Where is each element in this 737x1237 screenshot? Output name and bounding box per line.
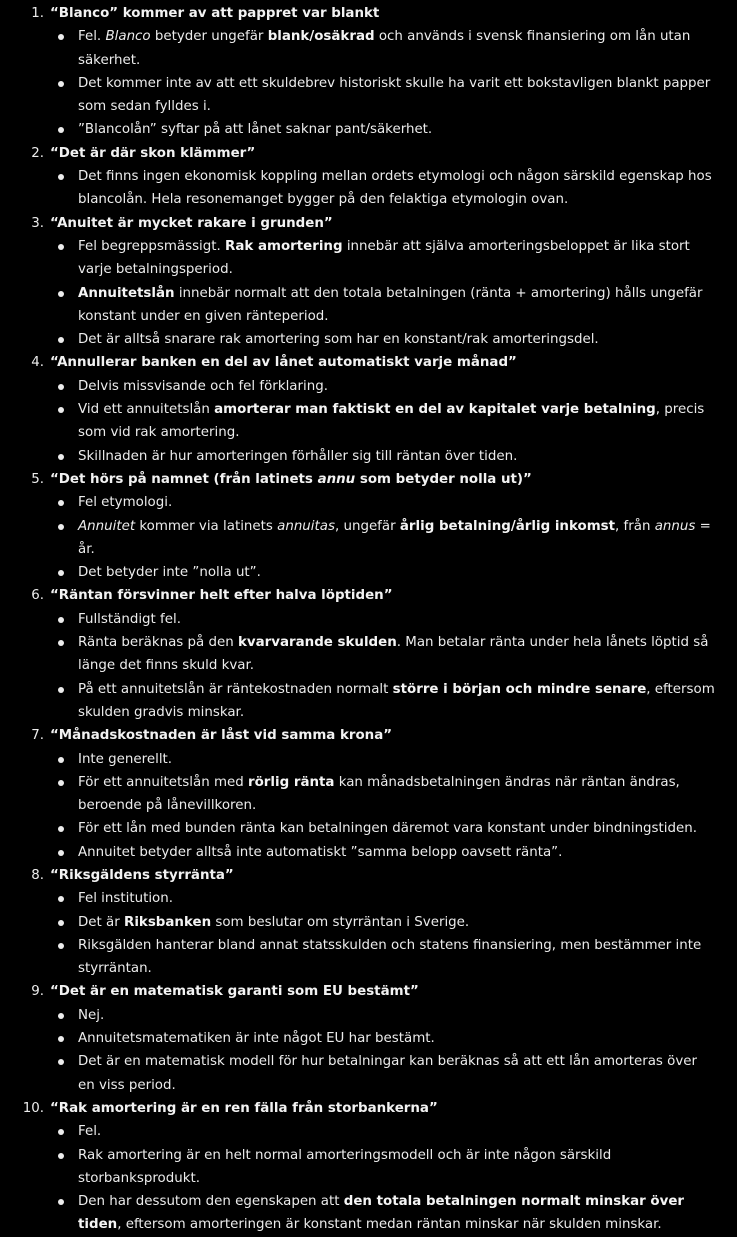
italic-text: annuitas	[277, 518, 335, 534]
claim-points	[0, 375, 737, 468]
claim-number: 9.	[31, 984, 44, 1000]
text-run: “Det hörs på namnet (från latinets	[50, 471, 318, 487]
text-run: Fel institution.	[78, 891, 173, 907]
claim-number: 10.	[22, 1100, 44, 1116]
text-run: Det betyder inte ”nolla ut”.	[78, 565, 261, 581]
text-run: Rak amortering är en helt normal amorteringsmodell och är inte någon särskild storbanksprodukt.	[78, 1147, 612, 1186]
bullet-dot-icon	[58, 1153, 64, 1159]
text-run: Skillnaden är hur amorteringen förhåller sig till räntan över tiden.	[78, 448, 518, 464]
claim-item	[0, 212, 737, 352]
bullet-dot-icon	[58, 384, 64, 390]
bullet-point	[0, 817, 737, 840]
text-run: som beslutar om styrräntan i Sverige.	[211, 914, 470, 930]
text-run: , eftersom skulden gradvis minskar.	[78, 681, 715, 720]
text-run: och används i svensk finansiering om lån utan säkerhet.	[78, 29, 691, 68]
claim-item	[0, 468, 737, 584]
bullet-dot-icon	[58, 826, 64, 832]
claim-heading	[0, 142, 737, 165]
bullet-dot-icon	[58, 1059, 64, 1065]
bullet-point	[0, 165, 737, 212]
text-run: För ett lån med bunden ränta kan betalningen däremot vara konstant under bindningstiden.	[78, 821, 697, 837]
text-run: , ungefär	[334, 518, 400, 534]
bullet-dot-icon	[58, 81, 64, 87]
claim-points	[0, 165, 737, 212]
claim-title: “Rak amortering är en ren fälla från storbankerna”	[50, 1100, 438, 1116]
text-run: Annuitetsmatematiken är inte något EU har bestämt.	[78, 1031, 435, 1047]
claim-points	[0, 491, 737, 584]
claim-heading	[0, 351, 737, 374]
bullet-dot-icon	[58, 780, 64, 786]
claim-points	[0, 25, 737, 141]
bullet-point	[0, 72, 737, 119]
bold-text: större i början och mindre senare	[392, 681, 647, 697]
bullet-dot-icon	[58, 407, 64, 413]
text-run: som betyder nolla ut)”	[355, 471, 532, 487]
claim-points	[0, 748, 737, 864]
bullet-dot-icon	[58, 850, 64, 856]
text-run: Ränta beräknas på den	[78, 635, 238, 651]
bullet-point	[0, 515, 737, 562]
claim-number: 7.	[31, 728, 44, 744]
claim-number: 3.	[31, 215, 44, 231]
bullet-dot-icon	[58, 337, 64, 343]
text-run: Fel.	[78, 1124, 102, 1140]
document	[0, 2, 737, 1237]
bullet-point	[0, 1004, 737, 1027]
claim-heading	[0, 864, 737, 887]
bullet-point	[0, 771, 737, 818]
text-run: innebär normalt att den totala betalningen (ränta + amortering) hålls ungefär konstant under en given ränteperiod.	[78, 285, 703, 324]
bold-text: kvarvarande skulden	[238, 635, 397, 651]
claim-points	[0, 235, 737, 351]
bullet-point	[0, 561, 737, 584]
bullet-dot-icon	[58, 500, 64, 506]
bullet-dot-icon	[58, 896, 64, 902]
bullet-dot-icon	[58, 757, 64, 763]
text-run: Den har dessutom den egenskapen att	[78, 1194, 344, 1210]
text-run: kommer via latinets	[135, 518, 278, 534]
claim-item	[0, 980, 737, 1096]
text-run: betyder ungefär	[150, 29, 268, 45]
italic-text: annus	[654, 518, 696, 534]
text-run: Fullständigt fel.	[78, 611, 181, 627]
claim-number: 2.	[31, 145, 44, 161]
bold-text: Annuitetslån	[78, 285, 175, 301]
bullet-dot-icon	[58, 1013, 64, 1019]
claim-title: “Anuitet är mycket rakare i grunden”	[50, 215, 333, 231]
bullet-point	[0, 398, 737, 445]
claim-number: 6.	[31, 588, 44, 604]
bullet-dot-icon	[58, 687, 64, 693]
text-run: Det kommer inte av att ett skuldebrev historiskt skulle ha varit ett bokstavligen blankt papper som sedan fylldes i.	[78, 75, 711, 115]
bullet-point	[0, 1190, 737, 1237]
text-run: På ett annuitetslån är räntekostnaden normalt	[78, 681, 393, 697]
italic-text: Blanco	[105, 29, 151, 45]
text-run: Inte generellt.	[78, 751, 173, 767]
claim-heading	[0, 468, 737, 491]
claim-heading	[0, 584, 737, 607]
bullet-dot-icon	[58, 1199, 64, 1205]
bold-text: Rak amortering	[225, 238, 343, 254]
italic-text: annu	[317, 471, 356, 487]
claim-title: “Räntan försvinner helt efter halva löptiden”	[50, 588, 393, 604]
text-run: , eftersom amorteringen är konstant medan räntan minskar när skulden minskar.	[117, 1217, 662, 1233]
bullet-point	[0, 25, 737, 72]
bullet-dot-icon	[58, 454, 64, 460]
bullet-dot-icon	[58, 524, 64, 530]
claim-title: “Månadskostnaden är låst vid samma krona”	[50, 728, 393, 744]
claim-number: 5.	[31, 471, 44, 487]
claim-title: “Det är en matematisk garanti som EU bestämt”	[50, 984, 419, 1000]
bullet-point	[0, 631, 737, 678]
bullet-point	[0, 748, 737, 771]
text-run: kan månadsbetalningen ändras när räntan ändras, beroende på lånevillkoren.	[78, 774, 680, 814]
italic-text: Annuitet	[78, 518, 136, 534]
text-run: Delvis missvisande och fel förklaring.	[78, 378, 328, 394]
bullet-dot-icon	[58, 640, 64, 646]
text-run: Vid ett annuitetslån	[78, 402, 215, 418]
claim-item	[0, 724, 737, 864]
bullet-point	[0, 934, 737, 981]
bullet-dot-icon	[58, 34, 64, 40]
bold-text: den totala betalningen normalt minskar över tiden	[78, 1194, 685, 1233]
bullet-point	[0, 282, 737, 329]
bullet-dot-icon	[58, 1129, 64, 1135]
text-run: Fel etymologi.	[78, 495, 173, 511]
text-run: Fel.	[78, 29, 106, 45]
claim-heading	[0, 724, 737, 747]
claim-heading	[0, 980, 737, 1003]
text-run: Det är en matematisk modell för hur betalningar kan beräknas så att ett lån amorteras över en viss period.	[78, 1054, 698, 1093]
bullet-dot-icon	[58, 943, 64, 949]
claim-item	[0, 351, 737, 467]
claim-title: “Annullerar banken en del av lånet automatiskt varje månad”	[50, 355, 517, 371]
bullet-point	[0, 445, 737, 468]
text-run: Det är	[78, 914, 125, 930]
text-run: Fel begreppsmässigt.	[78, 238, 226, 254]
claim-number: 1.	[31, 6, 44, 21]
claims-list	[0, 2, 737, 1237]
bullet-dot-icon	[58, 617, 64, 623]
claim-points	[0, 608, 737, 724]
text-run: Annuitet betyder alltså inte automatiskt ”samma belopp oavsett ränta”.	[78, 844, 563, 860]
bullet-point	[0, 841, 737, 864]
claim-number: 4.	[31, 355, 44, 371]
claim-item	[0, 584, 737, 724]
bullet-dot-icon	[58, 174, 64, 180]
text-run: innebär att själva amorteringsbeloppet är lika stort varje betalningsperiod.	[78, 238, 690, 278]
text-run: Det finns ingen ekonomisk koppling mellan ordets etymologi och någon särskild egenskap hos blancolån. Hela resonemanget bygger på den felaktiga etymologin ovan.	[78, 169, 712, 208]
claim-item	[0, 864, 737, 980]
bullet-point	[0, 887, 737, 910]
bullet-dot-icon	[58, 127, 64, 133]
bullet-point	[0, 235, 737, 282]
text-run: Nej.	[78, 1007, 105, 1023]
bullet-point	[0, 1120, 737, 1143]
bullet-point	[0, 678, 737, 725]
claim-heading	[0, 1097, 737, 1120]
text-run: , precis som vid rak amortering.	[78, 402, 705, 441]
bullet-point	[0, 1027, 737, 1050]
bullet-dot-icon	[58, 920, 64, 926]
claim-heading	[0, 2, 737, 25]
text-run: ”Blancolån” syftar på att lånet saknar pant/säkerhet.	[78, 122, 433, 138]
bullet-dot-icon	[58, 1036, 64, 1042]
text-run: . Man betalar ränta under hela lånets löptid så länge det finns skuld kvar.	[78, 635, 709, 674]
claim-title: “Det är där skon klämmer”	[50, 145, 256, 161]
bullet-point	[0, 491, 737, 514]
bullet-dot-icon	[58, 244, 64, 250]
text-run: Riksgälden hanterar bland annat statsskulden och statens finansiering, men bestämmer inte styrräntan.	[78, 937, 702, 977]
claim-item	[0, 2, 737, 142]
text-run: , från	[615, 518, 655, 534]
text-run: För ett annuitetslån med	[78, 774, 248, 790]
bullet-point	[0, 608, 737, 631]
bullet-point	[0, 328, 737, 351]
bold-text: Riksbanken	[124, 914, 212, 930]
claim-item	[0, 142, 737, 212]
bold-text: blank/osäkrad	[267, 29, 375, 45]
bullet-point	[0, 911, 737, 934]
claim-item	[0, 1097, 737, 1237]
claim-heading	[0, 212, 737, 235]
bold-text: årlig betalning/årlig inkomst	[399, 518, 616, 534]
bullet-dot-icon	[58, 291, 64, 297]
claim-title: “Riksgäldens styrränta”	[50, 867, 234, 883]
bullet-point	[0, 1050, 737, 1097]
claim-number: 8.	[31, 867, 44, 883]
bullet-dot-icon	[58, 570, 64, 576]
bold-text: amorterar man faktiskt en del av kapitalet varje betalning	[214, 402, 656, 418]
bold-text: rörlig ränta	[248, 774, 335, 790]
claim-points	[0, 1120, 737, 1236]
bullet-point	[0, 1144, 737, 1191]
claim-points	[0, 1004, 737, 1097]
claim-points	[0, 887, 737, 980]
text-run: Det är alltså snarare rak amortering som har en konstant/rak amorteringsdel.	[78, 332, 599, 348]
claim-title: “Blanco” kommer av att pappret var blankt	[50, 6, 380, 21]
bullet-point	[0, 118, 737, 141]
text-run: = år.	[78, 518, 711, 557]
bullet-point	[0, 375, 737, 398]
